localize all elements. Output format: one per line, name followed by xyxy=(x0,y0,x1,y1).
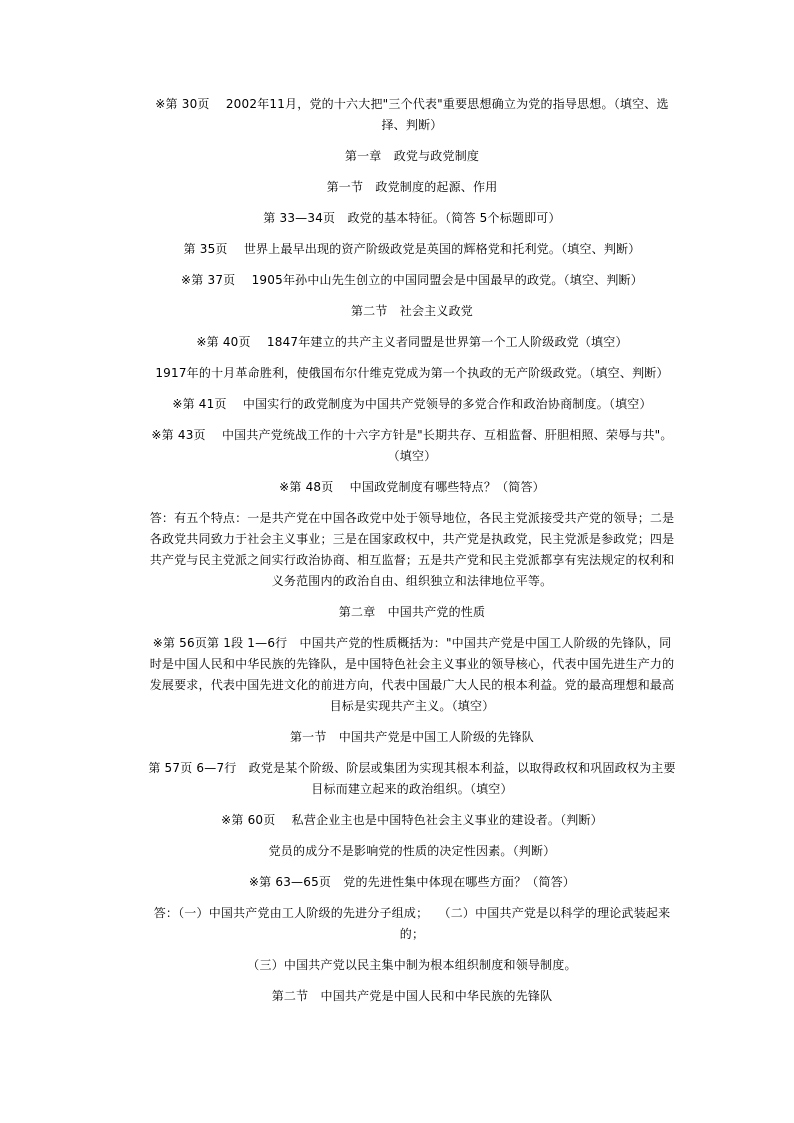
note-page-43: ※第 43页 中国共产党统战工作的十六字方针是"长期共存、互相监督、肝胆相照、荣辱与共"。（填空） xyxy=(151,428,673,463)
note-october-revolution: 1917年的十月革命胜利，使俄国布尔什维克党成为第一个执政的无产阶级政党。（填空、判断） xyxy=(155,366,669,380)
note-page-40: ※第 40页 1847年建立的共产主义者同盟是世界第一个工人阶级政党（填空） xyxy=(196,335,628,349)
note-page-35: 第 35页 世界上最早出现的资产阶级政党是英国的辉格党和托利党。（填空、判断） xyxy=(183,242,641,256)
note-page-60: ※第 60页 私营企业主也是中国特色社会主义事业的建设者。（判断） xyxy=(221,813,603,827)
document-page xyxy=(148,94,676,1017)
note-page-41: ※第 41页 中国实行的政党制度为中国共产党领导的多党合作和政治协商制度。（填空） xyxy=(172,397,652,411)
chapter-1-heading: 第一章 政党与政党制度 xyxy=(344,149,480,163)
note-page-56: ※第 56页第 1段 1—6行 中国共产党的性质概括为："中国共产党是中国工人阶级的先锋队，同时是中国人民和中华民族的先锋队，是中国特色社会主义事业的领导核心，代表中国先进生产力的发展要求，代表中国先进文化的前进方向，代表中国最广大人民的根本利益。党的最高理想和最高目标是实现共产主义。（填空） xyxy=(149,636,675,713)
chapter-2-heading: 第二章 中国共产党的性质 xyxy=(338,605,486,619)
note-page-57: 第 57页 6—7行 政党是某个阶级、阶层或集团为实现其根本利益，以取得政权和巩固政权为主要目标而建立起来的政治组织。（填空） xyxy=(148,761,676,796)
answer-page-63-65-part-1: 答：（一）中国共产党由工人阶级的先进分子组成； （二）中国共产党是以科学的理论武装起来的； xyxy=(153,906,671,941)
section-2-2-heading: 第二节 中国共产党是中国人民和中华民族的先锋队 xyxy=(271,989,553,1003)
note-page-37: ※第 37页 1905年孙中山先生创立的中国同盟会是中国最早的政党。（填空、判断） xyxy=(181,273,643,287)
section-2-1-heading: 第一节 中国共产党是中国工人阶级的先锋队 xyxy=(289,730,534,744)
note-page-30: ※第 30页 2002年11月，党的十六大把"三个代表"重要思想确立为党的指导思想。（填空、选择、判断） xyxy=(155,97,669,132)
note-page-48: ※第 48页 中国政党制度有哪些特点？（简答） xyxy=(279,480,545,494)
answer-page-48: 答：有五个特点：一是共产党在中国各政党中处于领导地位，各民主党派接受共产党的领导；二是各政党共同致力于社会主义事业；三是在国家政权中，共产党是执政党，民主党派是参政党；四是共产党与民主党派之间实行政治协商、相互监督；五是共产党和民主党派都享有宪法规定的权利和义务范围内的政治自由、组织独立和法律地位平等。 xyxy=(149,511,675,588)
section-1-2-heading: 第二节 社会主义政党 xyxy=(350,304,473,318)
answer-page-63-65-part-2: （三）中国共产党以民主集中制为根本组织制度和领导制度。 xyxy=(247,958,577,972)
note-page-33-34: 第 33—34页 政党的基本特征。（简答 5个标题即可） xyxy=(263,211,561,225)
note-party-membership: 党员的成分不是影响党的性质的决定性因素。（判断） xyxy=(268,844,556,858)
section-1-1-heading: 第一节 政党制度的起源、作用 xyxy=(326,180,498,194)
note-page-63-65: ※第 63—65页 党的先进性集中体现在哪些方面？（简答） xyxy=(248,875,576,889)
